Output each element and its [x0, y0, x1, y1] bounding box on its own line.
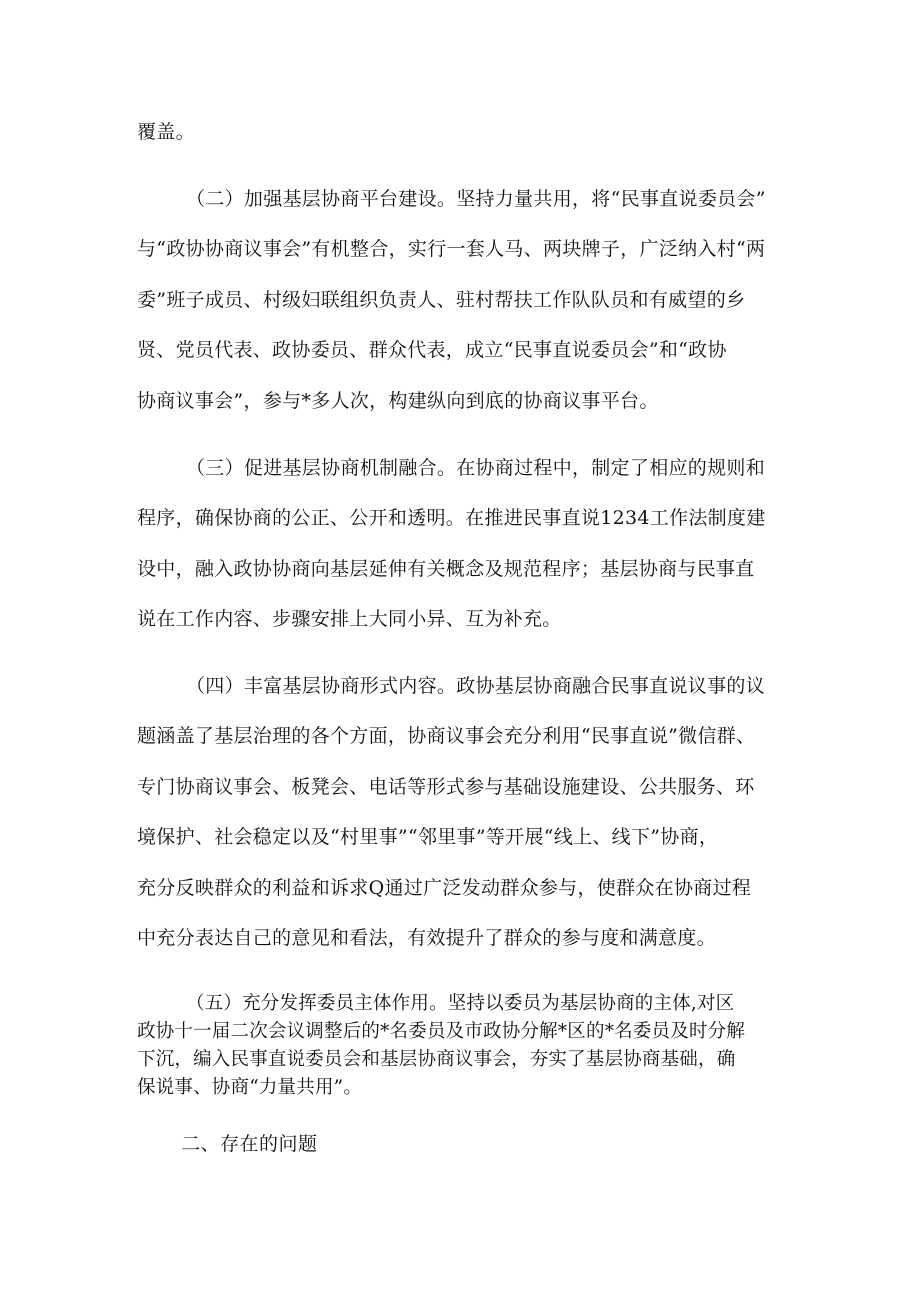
paragraph-line: 委”班子成员、村级妇联组织负责人、驻村帮扶工作队队员和有威望的乡: [137, 289, 746, 311]
paragraph-line: 协商议事会”，参与*多人次，构建纵向到底的协商议事平台。: [137, 390, 659, 412]
section-heading: 二、存在的问题: [181, 1133, 318, 1155]
paragraph-line: 政协十一届二次会议调整后的*名委员及市政协分解*区的*名委员及时分解: [137, 1021, 746, 1042]
paragraph-line: 说在工作内容、步骤安排上大同小异、互为补充。: [137, 608, 562, 630]
paragraph-line: 下沉，编入民事直说委员会和基层协商议事会，夯实了基层协商基础，确: [137, 1049, 736, 1070]
paragraph-line: 中充分表达自己的意见和看法，有效提升了群众的参与度和满意度。: [137, 927, 717, 949]
paragraph-line: 贤、党员代表、政协委员、群众代表，成立“民事直说委员会”和“政协: [137, 339, 727, 361]
paragraph-line: 保说事、协商“力量共用”。: [137, 1077, 363, 1098]
paragraph-line: 充分反映群众的利益和诉求Q通过广泛发动群众参与，使群众在协商过程: [137, 877, 752, 899]
paragraph-line: 专门协商议事会、板凳会、电话等形式参与基础设施建设、公共服务、环: [137, 776, 755, 798]
continuation-text: 覆盖。: [137, 121, 195, 143]
paragraph-line: （五）充分发挥委员主体作用。坚持以委员为基层协商的主体,对区: [186, 993, 735, 1014]
paragraph-line: 设中，融入政协协商向基层延伸有关概念及规范程序；基层协商与民事直: [137, 558, 755, 580]
paragraph-line: （四）丰富基层协商形式内容。政协基层协商融合民事直说议事的议: [186, 675, 766, 697]
paragraph-line: 境保护、社会稳定以及“村里事”“邻里事”等开展“线上、线下”协商，: [137, 826, 719, 848]
paragraph-line: 题涵盖了基层治理的各个方面，协商议事会充分利用“民事直说”微信群、: [137, 725, 756, 747]
paragraph-line: 程序，确保协商的公正、公开和透明。在推进民事直说1234工作法制度建: [137, 507, 766, 529]
paragraph-line: 与“政协协商议事会”有机整合，实行一套人马、两块牌子，广泛纳入村“两: [137, 238, 766, 260]
paragraph-line: （二）加强基层协商平台建设。坚持力量共用，将“民事直说委员会”: [186, 188, 766, 210]
paragraph-line: （三）促进基层协商机制融合。在协商过程中，制定了相应的规则和: [186, 457, 766, 479]
